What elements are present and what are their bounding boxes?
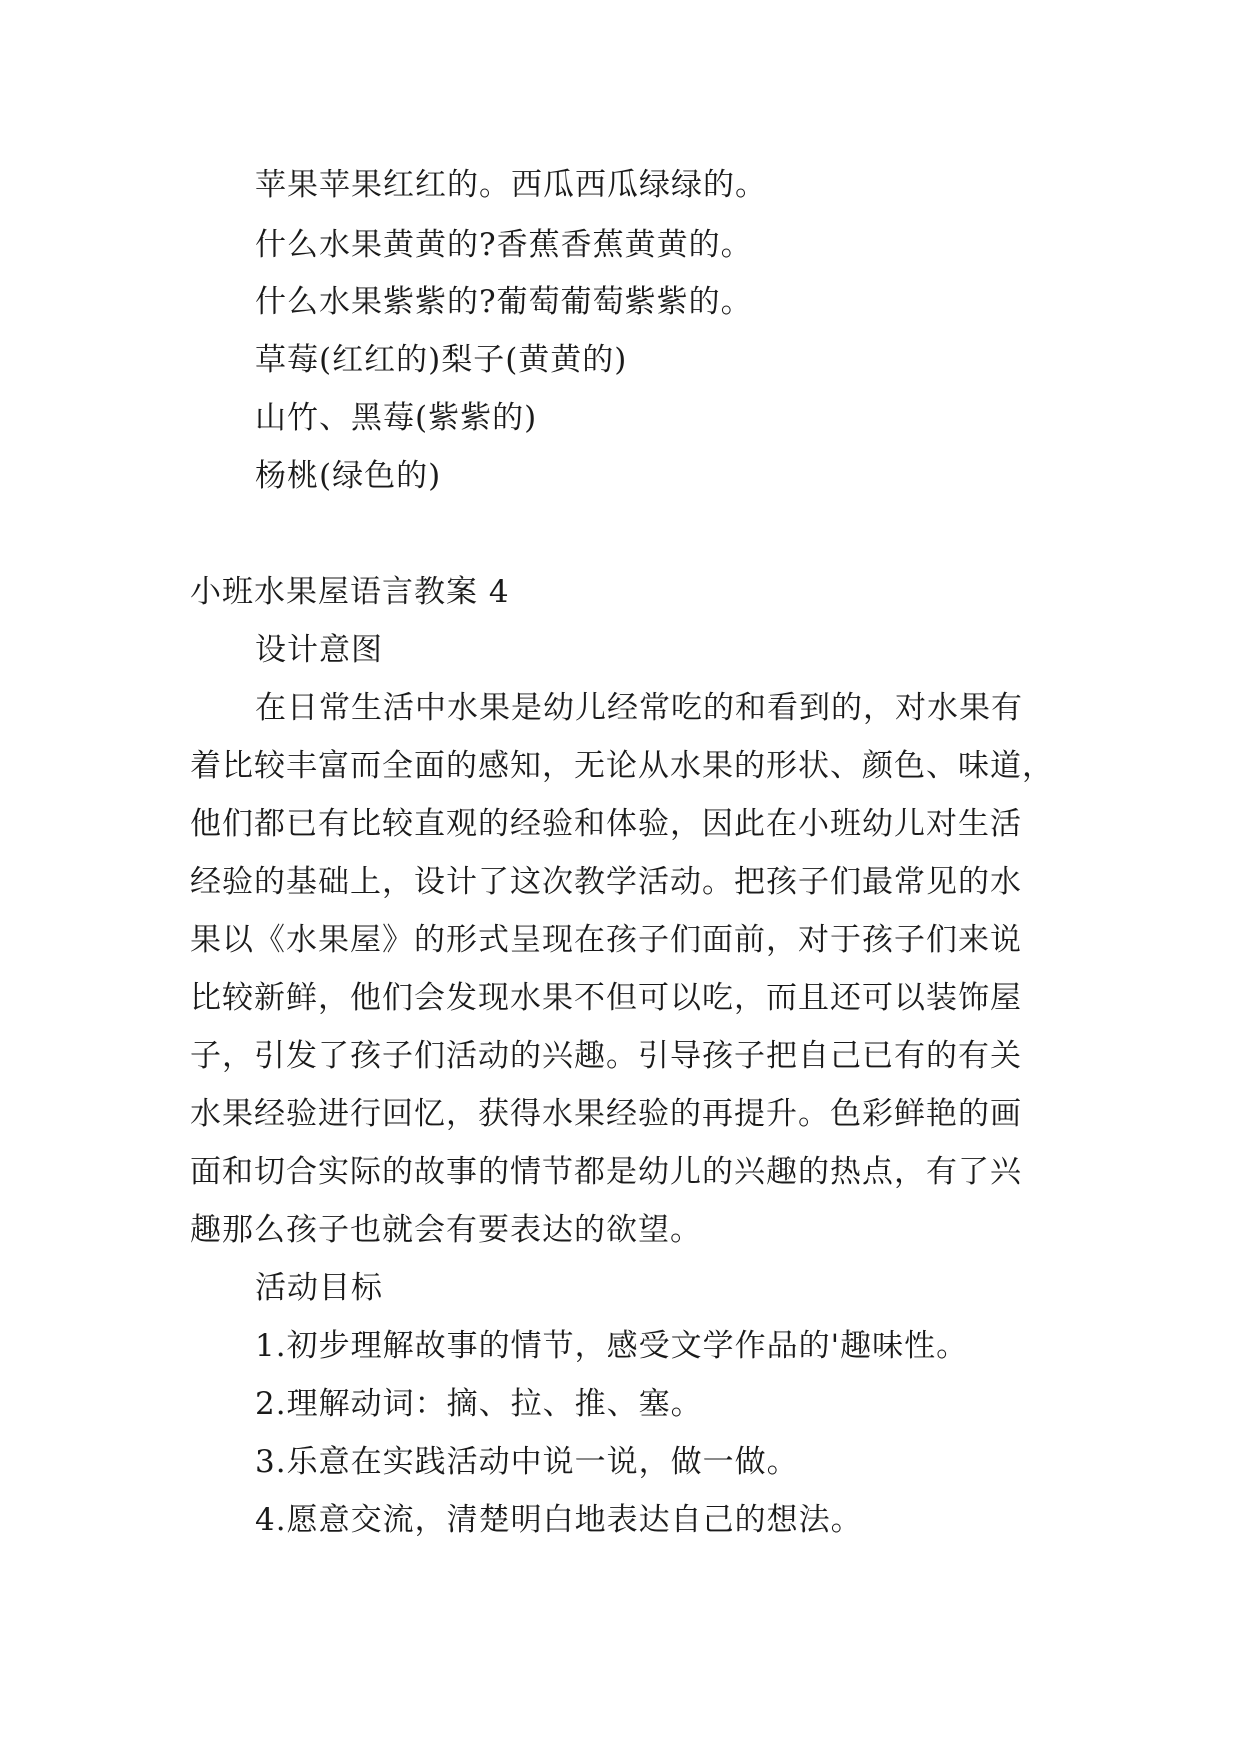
goal-item-3: 3.乐意在实践活动中说一说，做一做。 — [255, 1444, 799, 1480]
design-line-7: 子，引发了孩子们活动的兴趣。引导孩子把自己已有的有关 — [190, 1038, 1022, 1074]
design-line-10: 趣那么孩子也就会有要表达的欲望。 — [190, 1212, 702, 1248]
design-line-3: 他们都已有比较直观的经验和体验，因此在小班幼儿对生活 — [190, 806, 1022, 842]
design-line-4: 经验的基础上，设计了这次教学活动。把孩子们最常见的水 — [190, 864, 1022, 900]
song-line-1: 苹果苹果红红的。西瓜西瓜绿绿的。 — [255, 167, 767, 203]
design-heading: 设计意图 — [255, 632, 383, 668]
song-line-4: 草莓(红红的)梨子(黄黄的) — [255, 342, 628, 378]
song-line-3: 什么水果紫紫的?葡萄葡萄紫紫的。 — [255, 284, 753, 320]
section-title: 小班水果屋语言教案 4 — [190, 574, 510, 610]
design-line-6: 比较新鲜，他们会发现水果不但可以吃，而且还可以装饰屋 — [190, 980, 1022, 1016]
design-line-9: 面和切合实际的故事的情节都是幼儿的兴趣的热点，有了兴 — [190, 1154, 1022, 1190]
design-line-1: 在日常生活中水果是幼儿经常吃的和看到的，对水果有 — [255, 690, 1023, 726]
design-line-5: 果以《水果屋》的形式呈现在孩子们面前，对于孩子们来说 — [190, 922, 1022, 958]
song-line-2: 什么水果黄黄的?香蕉香蕉黄黄的。 — [255, 227, 753, 263]
song-line-6: 杨桃(绿色的) — [255, 458, 442, 494]
goal-item-4: 4.愿意交流，清楚明白地表达自己的想法。 — [255, 1502, 863, 1538]
goal-item-2: 2.理解动词：摘、拉、推、塞。 — [255, 1386, 703, 1422]
goals-heading: 活动目标 — [255, 1270, 383, 1306]
design-line-8: 水果经验进行回忆，获得水果经验的再提升。色彩鲜艳的画 — [190, 1096, 1022, 1132]
design-line-2: 着比较丰富而全面的感知，无论从水果的形状、颜色、味道， — [190, 748, 1054, 784]
song-line-5: 山竹、黑莓(紫紫的) — [255, 400, 538, 436]
goal-item-1: 1.初步理解故事的情节，感受文学作品的'趣味性。 — [255, 1328, 969, 1364]
